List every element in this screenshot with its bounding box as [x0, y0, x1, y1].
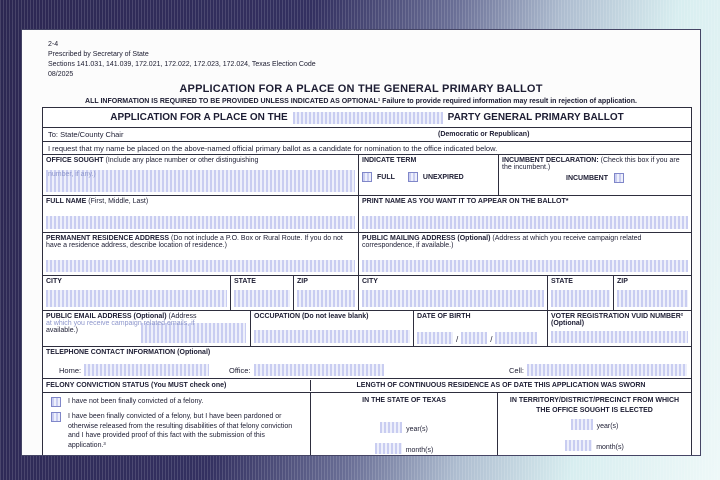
texas-months-line	[311, 443, 497, 454]
addressee-label: To: State/County Chair	[48, 130, 124, 139]
territory-months-line	[498, 440, 691, 451]
mailing-address-label: PUBLIC MAILING ADDRESS (Optional)	[362, 235, 491, 242]
felony-options-cell	[43, 393, 311, 455]
vuid-input[interactable]	[551, 331, 688, 343]
territory-years-line	[498, 419, 691, 430]
request-statement-row	[43, 142, 691, 155]
office-sought-hint-overlay: number, if any.)	[48, 171, 96, 178]
public-email-hint-1: (Address	[168, 313, 197, 320]
office-sought-hint: (Include any place number or other distinguishing	[105, 157, 259, 164]
residence-state-input[interactable]	[234, 290, 290, 307]
public-email-label: PUBLIC EMAIL ADDRESS (Optional)	[46, 313, 167, 320]
required-info-notice: ALL INFORMATION IS REQUIRED TO BE PROVIDED UNLESS INDICATED AS OPTIONAL¹ Failure to provide required information may result in rejection of application.	[85, 98, 637, 105]
not-convicted-label: I have not been finally convicted of a felony.	[68, 398, 204, 405]
residence-length-header: LENGTH OF CONTINUOUS RESIDENCE AS OF DATE THIS APPLICATION WAS SWORN	[356, 382, 646, 389]
residence-state-cell	[231, 276, 294, 310]
office-sought-input[interactable]	[46, 170, 355, 192]
public-email-hint-3: available.)	[46, 327, 78, 334]
not-convicted-checkbox[interactable]	[51, 397, 61, 407]
office-phone-group	[229, 364, 384, 376]
dob-separator-1: /	[456, 335, 459, 344]
form-title-prefix: APPLICATION FOR A PLACE ON THE	[110, 112, 288, 123]
mailing-state-input[interactable]	[551, 290, 610, 307]
texas-months-label: month(s)	[405, 446, 434, 454]
mailing-city-cell	[359, 276, 548, 310]
form-title-suffix: PARTY GENERAL PRIMARY BALLOT	[447, 112, 624, 123]
office-phone-input[interactable]	[254, 364, 384, 376]
mailing-city-label: CITY	[362, 278, 378, 285]
residence-zip-input[interactable]	[297, 290, 355, 307]
unexpired-term-label: UNEXPIRED	[422, 173, 464, 181]
territory-months-label: month(s)	[596, 444, 624, 451]
dob-day-input[interactable]	[461, 332, 487, 344]
email-occupation-row	[43, 311, 691, 347]
vuid-hint: (Optional)	[551, 320, 585, 327]
mailing-state-label: STATE	[551, 278, 573, 285]
prescribed-by: Prescribed by Secretary of State	[48, 51, 149, 58]
territory-months-input[interactable]	[565, 440, 592, 451]
full-term-label: FULL	[377, 173, 395, 181]
telephone-row	[43, 347, 691, 379]
home-phone-label: Home:	[59, 365, 82, 375]
full-name-input[interactable]	[46, 216, 355, 229]
name-row	[43, 196, 691, 233]
mailing-zip-label: ZIP	[617, 278, 628, 285]
public-email-hint-2: at which you receive campaign related emails, if	[46, 320, 195, 327]
occupation-input[interactable]	[254, 330, 410, 343]
mailing-address-hint: (Address at which you receive campaign related correspondence, if available.)	[362, 235, 642, 249]
office-phone-label: Office:	[229, 365, 251, 375]
felony-length-header-row	[43, 379, 691, 393]
residence-address-hint: (Do not include a P.O. Box or Rural Route. If you do not have a residence address, describe location of residence.)	[46, 235, 343, 249]
term-options	[362, 172, 495, 182]
convicted-pardoned-label: I have been finally convicted of a felony, but I have been pardoned or otherwise released from the resulting disabilities of that felony conviction and I have provided proof of this fact with the submission of this application.³	[68, 413, 293, 449]
revision-date: 08/2025	[48, 71, 74, 78]
office-sought-label: OFFICE SOUGHT	[46, 157, 104, 164]
residence-address-input[interactable]	[46, 260, 355, 272]
incumbent-declaration-hint: (Check this box if you are the incumbent.)	[502, 157, 680, 171]
residence-city-cell	[43, 276, 231, 310]
indicate-term-cell	[359, 155, 499, 195]
form-number: 2-4	[48, 41, 59, 48]
full-name-label: FULL NAME	[46, 198, 87, 205]
form-document-page	[22, 30, 700, 455]
residence-length-cell	[311, 393, 691, 455]
mailing-zip-cell	[614, 276, 691, 310]
dob-separator-2: /	[490, 335, 493, 344]
print-name-label: PRINT NAME AS YOU WANT IT TO APPEAR ON THE BALLOT*	[362, 198, 569, 205]
indicate-term-label: INDICATE TERM	[362, 157, 417, 164]
party-hint: (Democratic or Republican)	[438, 131, 530, 138]
print-name-input[interactable]	[362, 216, 688, 229]
mailing-city-input[interactable]	[362, 290, 544, 307]
form-title-row	[43, 108, 691, 128]
election-code-sections: Sections 141.031, 141.039, 172.021, 172.022, 172.023, 172.024, Texas Election Code	[48, 61, 316, 68]
felony-status-header: FELONY CONVICTION STATUS (You MUST check one)	[43, 380, 311, 391]
request-statement: I request that my name be placed on the above-named official primary ballot as a candidate for nomination to the office indicated below.	[48, 143, 498, 153]
unexpired-term-checkbox[interactable]	[408, 172, 418, 182]
felony-option-1	[51, 397, 307, 407]
incumbent-checkbox[interactable]	[614, 173, 624, 183]
felony-option-2	[51, 412, 307, 450]
territory-residence-column	[498, 393, 691, 455]
cell-phone-input[interactable]	[527, 364, 687, 376]
office-row	[43, 155, 691, 196]
address-row	[43, 233, 691, 276]
territory-years-input[interactable]	[571, 419, 593, 430]
dob-year-input[interactable]	[495, 332, 537, 344]
convicted-pardoned-checkbox[interactable]	[51, 412, 61, 422]
date-of-birth-inputs	[417, 332, 544, 344]
incumbent-check-line	[502, 173, 688, 183]
telephone-cell	[43, 347, 691, 378]
public-email-cell	[43, 311, 251, 346]
full-term-checkbox[interactable]	[362, 172, 372, 182]
incumbent-declaration-label: INCUMBENT DECLARATION:	[502, 157, 599, 164]
residence-address-cell	[43, 233, 359, 275]
vuid-cell	[548, 311, 691, 346]
texas-residence-header: IN THE STATE OF TEXAS	[362, 397, 446, 404]
addressee-row	[43, 128, 691, 142]
occupation-label: OCCUPATION (Do not leave blank)	[254, 313, 369, 320]
mailing-zip-input[interactable]	[617, 290, 688, 307]
party-name-input[interactable]	[293, 112, 443, 124]
texas-months-input[interactable]	[375, 443, 402, 454]
residence-address-label: PERMANENT RESIDENCE ADDRESS	[46, 235, 170, 242]
incumbent-cell	[499, 155, 691, 195]
cell-phone-group	[509, 364, 687, 376]
home-phone-group	[59, 364, 209, 376]
texas-years-line	[311, 422, 497, 433]
doc-header-block	[48, 40, 700, 80]
vuid-label: VOTER REGISTRATION VUID NUMBER²	[551, 313, 684, 320]
texas-years-input[interactable]	[380, 422, 402, 433]
office-sought-cell	[43, 155, 359, 195]
residence-zip-label: ZIP	[297, 278, 308, 285]
cell-phone-label: Cell:	[509, 365, 525, 375]
territory-years-label: year(s)	[596, 423, 619, 430]
occupation-cell	[251, 311, 414, 346]
date-of-birth-label: DATE OF BIRTH	[417, 313, 471, 320]
full-name-hint: (First, Middle, Last)	[88, 198, 149, 205]
document-title: APPLICATION FOR A PLACE ON THE GENERAL PRIMARY BALLOT	[179, 83, 543, 95]
dob-month-input[interactable]	[417, 332, 453, 344]
territory-residence-header: IN TERRITORY/DISTRICT/PRECINCT FROM WHICH THE OFFICE SOUGHT IS ELECTED	[509, 397, 680, 414]
print-name-cell	[359, 196, 691, 232]
application-form-table	[42, 107, 692, 455]
incumbent-label: INCUMBENT	[566, 174, 608, 182]
telephone-label: TELEPHONE CONTACT INFORMATION (Optional)	[46, 349, 211, 356]
full-name-cell	[43, 196, 359, 232]
texas-residence-column	[311, 393, 498, 455]
home-phone-input[interactable]	[84, 364, 209, 376]
residence-zip-cell	[294, 276, 359, 310]
date-of-birth-cell	[414, 311, 548, 346]
texas-years-label: year(s)	[406, 425, 428, 433]
mailing-state-cell	[548, 276, 614, 310]
residence-city-label: CITY	[46, 278, 62, 285]
city-state-zip-row	[43, 276, 691, 311]
residence-state-label: STATE	[234, 278, 256, 285]
felony-length-body-row	[43, 393, 691, 455]
residence-city-input[interactable]	[46, 290, 227, 307]
mailing-address-cell	[359, 233, 691, 275]
mailing-address-input[interactable]	[362, 260, 688, 272]
